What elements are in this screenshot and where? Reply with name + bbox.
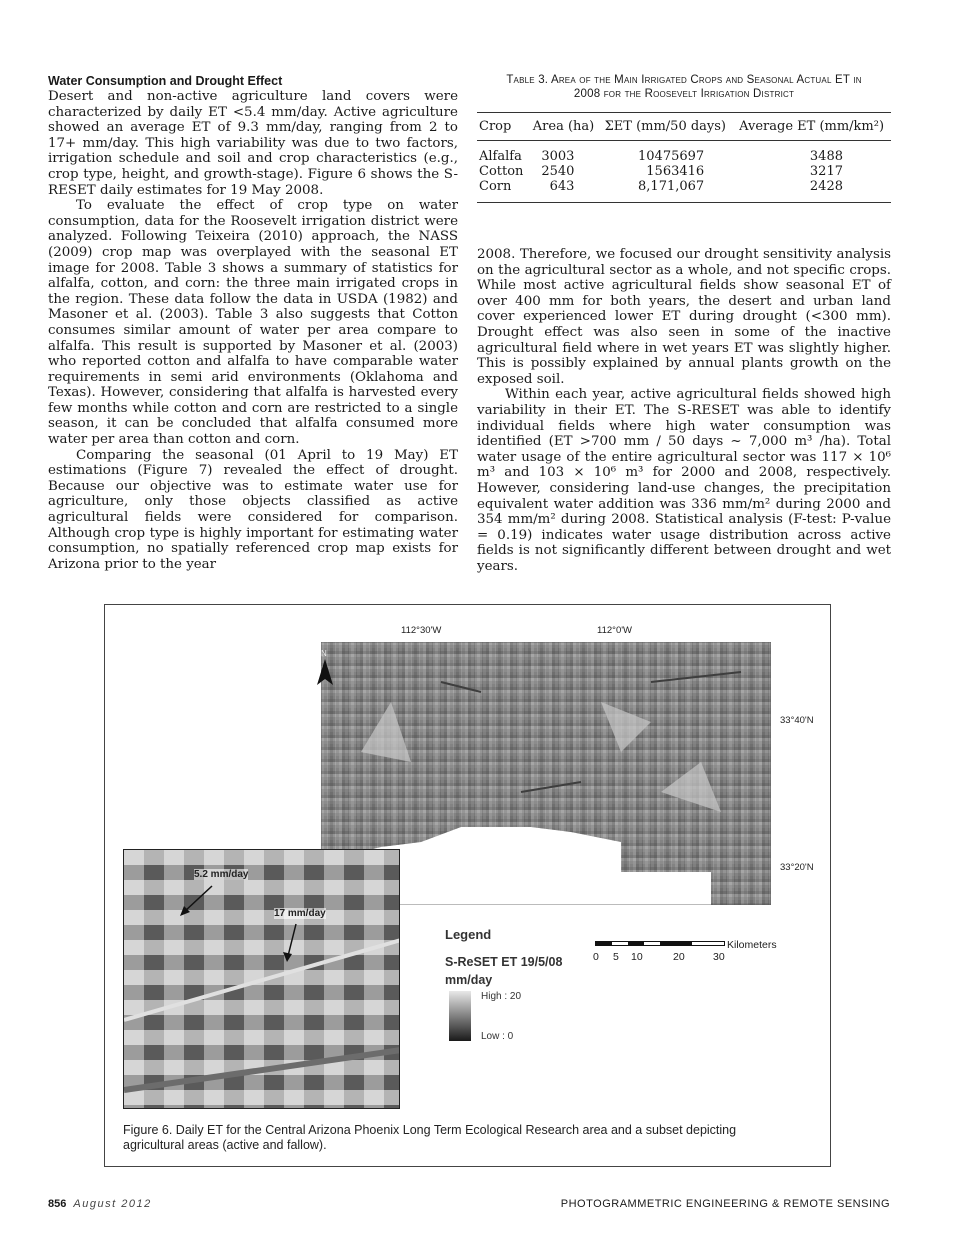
scale-tick: 0 (593, 951, 599, 963)
table-cell: 3003 (541, 149, 575, 164)
scale-tick: 10 (631, 951, 643, 963)
table-cell: 3488 (809, 149, 843, 164)
table-3 (477, 73, 891, 203)
scale-tick: 5 (613, 951, 619, 963)
journal-name: PHOTOGRAMMETRIC ENGINEERING & REMOTE SENSING (560, 1198, 890, 1210)
legend-color-ramp (449, 991, 471, 1041)
figure-caption: Figure 6. Daily ET for the Central Arizona Phoenix Long Term Ecological Research area and a subset depicting agricultural areas (active and fallow). (123, 1123, 737, 1152)
north-arrow-icon (315, 655, 335, 689)
paragraph: Comparing the seasonal (01 April to 19 May) ET estimations (Figure 7) revealed the effect of drought. Because our objective was to estimate water use for agriculture, only those objects classified as active agricultural fields were considered for comparison. Although crop type is highly important for estimating water consumption, no spatially referenced crop map exists for Arizona prior to the year (48, 447, 458, 572)
table-row (477, 179, 891, 203)
table-header-row (477, 113, 891, 141)
longitude-label: 112°0'W (597, 625, 633, 636)
table-cell: 8,171,067 (638, 179, 705, 194)
scale-tick: 20 (673, 951, 685, 963)
table-cell: Alfalfa (479, 149, 522, 164)
issue-date: August 2012 (73, 1198, 152, 1210)
legend-subtitle: S-ReSET ET 19/5/08 (445, 955, 563, 969)
inset-map (123, 849, 400, 1109)
latitude-label: 33°40'N (780, 715, 814, 726)
header-cell: Crop (479, 119, 512, 134)
inset-label-low: 5.2 mm/day (194, 869, 249, 880)
header-cell: Area (ha) (532, 119, 595, 134)
table-cell: 2428 (809, 179, 843, 194)
paragraph: 2008. Therefore, we focused our drought sensitivity analysis on the agricultural sector as a whole, and not specific crops. While most active agricultural fields show seasonal ET of over 400 mm for both years, the desert and urban land cover experienced lower ET during drought (<300 mm). Drought effect was also seen in some of the inactive agricultural field where in wet years ET was slightly higher. This is possibly explained by annual plants growth on the exposed soil. (477, 247, 891, 387)
legend-unit: mm/day (445, 973, 493, 987)
figure-6 (104, 604, 831, 1167)
table-row (477, 141, 891, 165)
header-cell: Average ET (mm/km²) (739, 119, 885, 134)
crop-et-table (477, 112, 891, 203)
table-cell: 10475697 (638, 149, 705, 164)
right-column (477, 247, 891, 574)
legend-high: High : 20 (481, 991, 522, 1002)
map-legend (445, 927, 563, 1042)
scale-unit: Kilometers (727, 939, 777, 951)
paragraph: Desert and non-active agriculture land covers were characterized by daily ET <5.4 mm/day. Active agriculture showed an average ET of 9.3 mm/day, ranging from 2 to 17+ mm/day. This high variability was due to two factors, irrigation schedule and soil and crop characteristics (e.g., crop type, height, and growth-stage). Figure 6 shows the S-RESET daily estimates for 19 May 2008. (48, 89, 458, 198)
table-caption-line-1: Table 3. Area of the Main Irrigated Crops and Seasonal Actual ET in (506, 74, 862, 86)
longitude-label: 112°30'W (401, 625, 442, 636)
legend-title: Legend (445, 927, 492, 942)
page-footer-left (48, 1198, 152, 1210)
inset-label-high: 17 mm/day (274, 908, 326, 919)
inset-arrows (124, 850, 400, 1109)
legend-low: Low : 0 (481, 1031, 514, 1042)
north-label: N (321, 649, 327, 658)
table-caption-line-2: 2008 for the Roosevelt Irrigation District (573, 88, 795, 100)
table-cell: 1563416 (646, 164, 705, 179)
table-cell: 3217 (809, 164, 843, 179)
paragraph: Within each year, active agricultural fields showed high variability in their ET. The S-RESET was able to identify individual fields where high water consumption was identified (ET >700 mm / 50 days ~ 7,000 m³ /ha). Total water usage of the entire agricultural sector was 117 × 10⁶ m³ and 103 × 10⁶ m³ for 2000 and 2008, respectively. However, considering land-use changes, the precipitation equivalent water addition was 336 mm/m² during 2000 and 354 mm/m² during 2008. Statistical analysis (F-test: P-value = 0.19) indicates water usage distribution across active fields is not significantly different between drought and wet years. (477, 387, 891, 574)
page-number: 856 (48, 1198, 67, 1210)
table-cell: Cotton (479, 164, 524, 179)
latitude-label: 33°20'N (780, 862, 814, 873)
table-cell: 643 (549, 179, 575, 194)
table-cell: 2540 (541, 164, 575, 179)
paragraph: To evaluate the effect of crop type on water consumption, data for the Roosevelt irrigation district were analyzed. Following Teixeira (2010) approach, the NASS (2009) crop map was overplayed with the seasonal ET image for 2008. Table 3 shows a summary of statistics for alfalfa, cotton, and corn: the three main irrigated crops in the region. These data follow the data in USDA (1982) and Masoner et al. (2003). Table 3 also suggests that Cotton consumes similar amount of water per area compare to alfalfa. This result is supported by Masoner et al. (2003) who reported cotton and alfalfa to have comparable water requirements in semi arid environments (Oklahoma and Texas). However, considering that alfalfa is harvested every few months while cotton and corn are restricted to a single season, it can be concluded that alfalfa consumed more water per area than cotton and corn. (48, 198, 458, 448)
scale-bar (595, 941, 725, 946)
table-row (477, 164, 891, 179)
section-heading: Water Consumption and Drought Effect (48, 74, 283, 88)
left-column (48, 74, 458, 572)
scale-tick: 30 (713, 951, 725, 963)
table-cell: Corn (479, 179, 512, 194)
header-cell: ΣET (mm/50 days) (604, 119, 727, 134)
